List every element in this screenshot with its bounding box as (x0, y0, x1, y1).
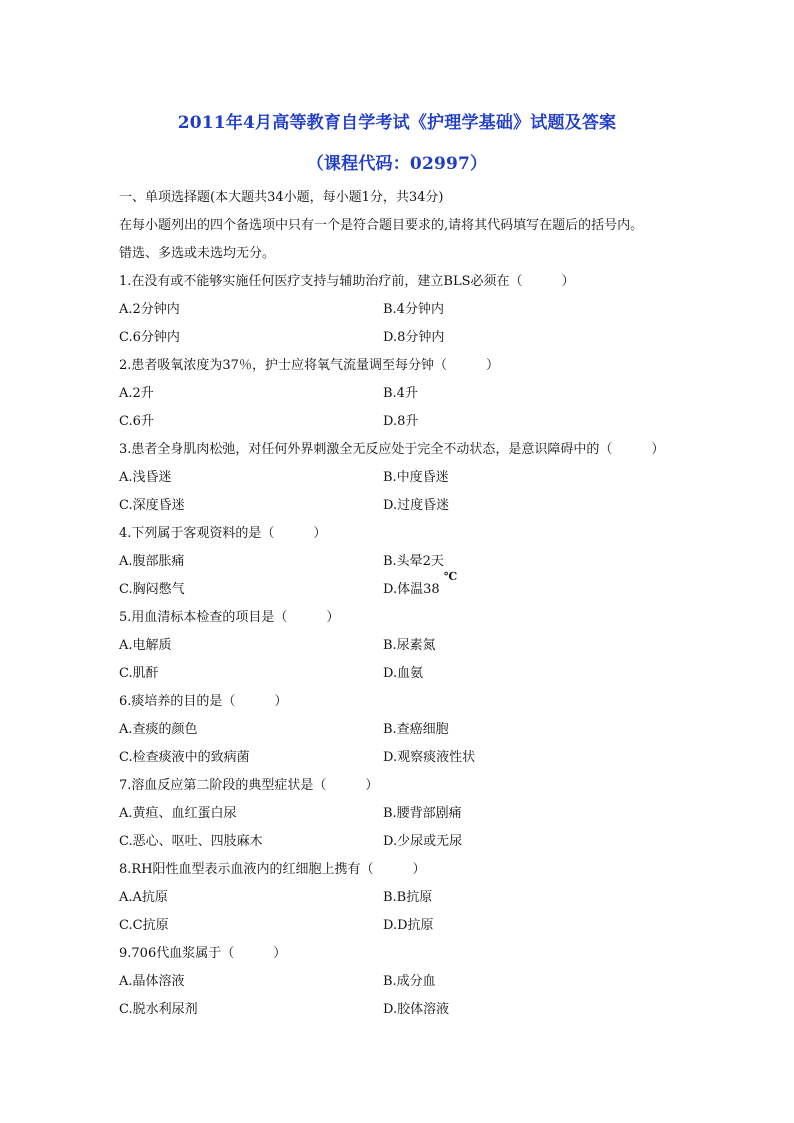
question-stem: 2.患者吸氧浓度为37％，护士应将氧气流量调至每分钟（ ） (119, 358, 499, 373)
question-stem: 7.溶血反应第二阶段的典型症状是（ ） (119, 778, 379, 793)
option-b: B.4分钟内 (383, 302, 444, 317)
option-d: D.8分钟内 (383, 330, 445, 345)
option-a: A.电解质 (119, 638, 172, 653)
option-c: C.C抗原 (119, 918, 169, 933)
option-d: D.胶体溶液 (383, 1002, 450, 1017)
option-b: B.中度昏迷 (383, 470, 449, 485)
option-b: B.B抗原 (383, 890, 433, 905)
question-stem: 6.痰培养的目的是（ ） (119, 694, 288, 709)
question-stem: 5.用血清标本检查的项目是（ ） (119, 610, 340, 625)
option-b: B.查癌细胞 (383, 722, 449, 737)
degree-celsius-symbol: ℃ (444, 570, 458, 583)
option-c: C.检查痰液中的致病菌 (119, 750, 250, 765)
question-stem: 1.在没有或不能够实施任何医疗支持与辅助治疗前，建立BLS必须在（ ） (119, 274, 575, 289)
option-c: C.肌酐 (119, 666, 159, 681)
option-a: A.腹部胀痛 (119, 554, 185, 569)
option-b: B.4升 (383, 386, 418, 401)
option-c: C.胸闷憋气 (119, 582, 185, 597)
option-b: B.尿素氮 (383, 638, 436, 653)
option-d: D.8升 (383, 414, 419, 429)
option-d: D.体温38 (383, 582, 440, 597)
option-a: A.2升 (119, 386, 154, 401)
option-c: C.深度昏迷 (119, 498, 185, 513)
section-instruction: 错选、多选或未选均无分。 (119, 246, 276, 261)
page-title: 2011年4月高等教育自学考试《护理学基础》试题及答案 (177, 113, 617, 133)
section-instruction: 在每小题列出的四个备选项中只有一个是符合题目要求的,请将其代码填写在题后的括号内。 (119, 218, 644, 233)
option-c: C.6升 (119, 414, 154, 429)
option-a: A.晶体溶液 (119, 974, 185, 989)
option-d: D.过度昏迷 (383, 498, 450, 513)
option-a: A.黄疸、血红蛋白尿 (119, 806, 237, 821)
option-a: A.查痰的颜色 (119, 722, 198, 737)
option-c: C.脱水利尿剂 (119, 1002, 198, 1017)
option-c: C.恶心、呕吐、四肢麻木 (119, 834, 263, 849)
question-stem: 3.患者全身肌肉松弛，对任何外界刺激全无反应处于完全不动状态，是意识障碍中的（ ） (119, 442, 665, 457)
option-b: B.成分血 (383, 974, 436, 989)
question-stem: 9.706代血浆属于（ ） (119, 946, 287, 961)
option-b: B.腰背部剧痛 (383, 806, 462, 821)
course-code: （课程代码：02997） (306, 154, 488, 174)
option-b: B.头晕2天 (383, 554, 444, 569)
option-d: D.观察痰液性状 (383, 750, 476, 765)
option-a: A.2分钟内 (119, 302, 180, 317)
question-stem: 4.下列属于客观资料的是（ ） (119, 526, 327, 541)
question-stem: 8.RH阳性血型表示血液内的红细胞上携有（ ） (119, 862, 426, 877)
option-d: D.D抗原 (383, 918, 434, 933)
section-heading: 一、单项选择题(本大题共34小题，每小题1分，共34分) (119, 190, 444, 205)
option-c: C.6分钟内 (119, 330, 180, 345)
option-d: D.少尿或无尿 (383, 834, 463, 849)
option-a: A.浅昏迷 (119, 470, 172, 485)
option-d: D.血氨 (383, 666, 424, 681)
option-a: A.A抗原 (119, 890, 168, 905)
